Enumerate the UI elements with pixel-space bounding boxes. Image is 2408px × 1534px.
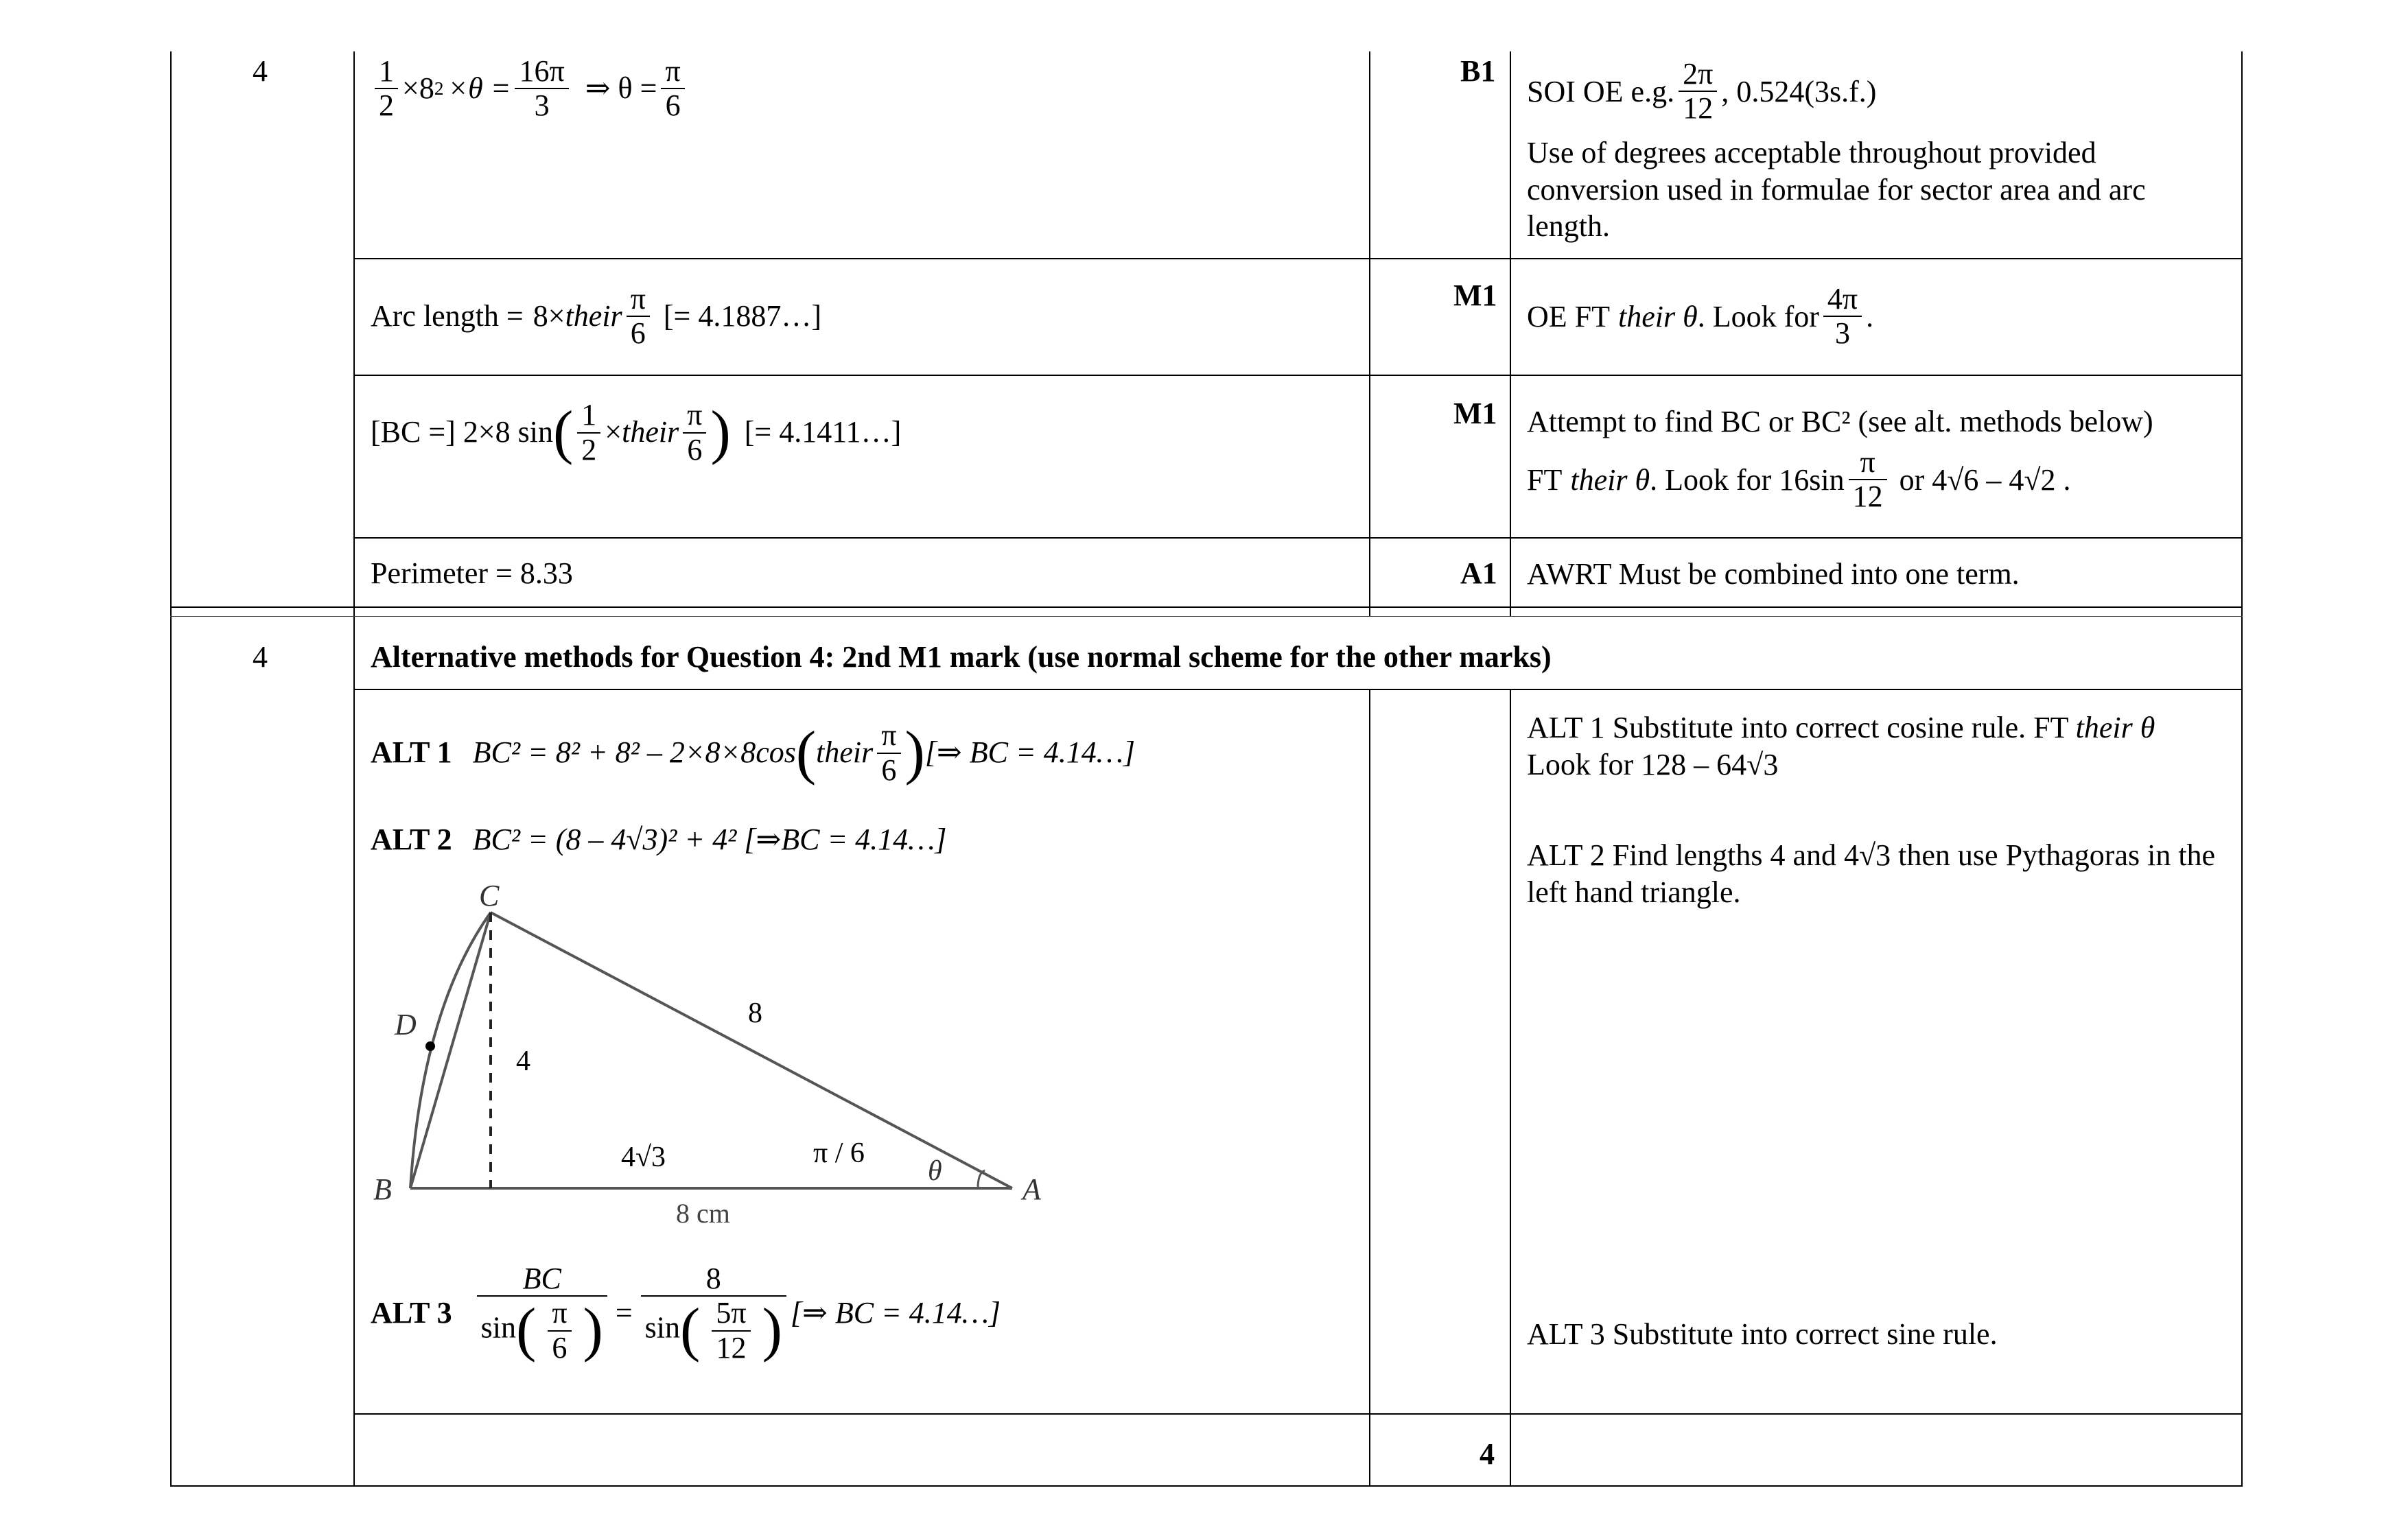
row3-note-line2: FT their θ . Look for 16sin $\frac{\pi}{12}$ or 4√6 – 4√2 . <box>1527 445 2071 514</box>
alt1-expression: ALT 1 BC² = 8² + 8² – 2×8×8cos ( their $\frac{\pi}{6}$ ) [⇒ BC = 4.14…] <box>371 718 1135 787</box>
row-line-5 <box>353 689 2243 690</box>
mark-b1: B1 <box>1460 54 1496 88</box>
col-line-2 <box>353 51 355 1487</box>
label-c: C <box>479 879 500 912</box>
col-line-4b <box>1510 689 1511 1487</box>
pi-twelve-fraction: $\frac{\pi}{12}$ <box>1849 446 1887 514</box>
label-d: D <box>395 1008 417 1041</box>
alt3-right-fraction: 8 sin( $\frac{5\pi}{12}$ ) <box>641 1262 786 1365</box>
alt2-note: ALT 2 Find lengths 4 and 4√3 then use Pythagoras in the left hand triangle. <box>1527 838 2216 909</box>
point-d <box>425 1041 435 1051</box>
alt-question-number: 4 <box>253 640 268 674</box>
row-line-4b <box>170 616 2243 617</box>
row-line-bottom <box>170 1485 2243 1487</box>
alt3-note: ALT 3 Substitute into correct sine rule. <box>1527 1317 1998 1351</box>
half-fraction: $\frac{1}{2}$ <box>375 55 398 123</box>
mark-m1-arc: M1 <box>1453 279 1497 312</box>
mark-m1-bc: M1 <box>1453 397 1497 430</box>
alt1-note: ALT 1 Substitute into correct cosine rule. FT their θ Look for 128 – 64√3 <box>1527 711 2155 781</box>
col-line-3b <box>1369 689 1370 1487</box>
eq-square: 2 <box>434 78 444 99</box>
label-a: A <box>1022 1172 1041 1206</box>
col-line-4 <box>1510 51 1511 617</box>
four-pi-three-fraction: $\frac{4\pi}{3}$ <box>1823 283 1862 351</box>
row2-arc-length: Arc length = 8× their $\frac{\pi}{6}$ [= 4.1887…] <box>371 282 822 351</box>
triangle-diagram <box>357 871 1098 1242</box>
pi-six-fraction-r3: $\frac{\pi}{6}$ <box>683 399 706 467</box>
alt-header: Alternative methods for Question 4: 2nd M1 mark (use normal scheme for the other marks) <box>371 640 1552 674</box>
edge-ca <box>491 912 1012 1188</box>
alt2-expression: ALT 2 BC² = (8 – 4√3)² + 4² [⇒BC = 4.14…] <box>371 823 947 856</box>
pi-six-fraction: $\frac{\pi}{6}$ <box>661 55 684 123</box>
row1-note-line1: SOI OE e.g. $\frac{2\pi}{12}$ , 0.524(3s.f.) <box>1527 57 1877 126</box>
row-line-2 <box>353 375 2243 376</box>
label-pi-over-6: π / 6 <box>813 1137 865 1169</box>
label-side-8: 8 <box>748 998 762 1029</box>
row3-bc-chord: [BC =] 2×8 sin ( $\frac{1}{2}$ × their $\frac{\pi}{6}$ ) [= 4.1411…] <box>371 398 902 467</box>
label-b: B <box>373 1172 392 1206</box>
edge-bc-chord <box>410 912 491 1188</box>
col-line-right <box>2241 51 2243 1487</box>
pi-six-fraction-r2: $\frac{\pi}{6}$ <box>627 283 650 351</box>
col-line-left <box>170 51 172 1487</box>
alt3-expression: ALT 3 BC sin( $\frac{\pi}{6}$ ) = 8 sin( $\frac{5\pi}{12}$ ) [⇒ BC = 4.14…] <box>371 1262 1001 1365</box>
row-line-6 <box>353 1413 2243 1415</box>
row4-perimeter: Perimeter = 8.33 <box>371 556 573 590</box>
eq-implies: ⇒ θ = <box>585 71 657 105</box>
row1-equation <box>371 55 689 123</box>
label-theta: θ <box>928 1155 942 1187</box>
eq-part1: ×8 <box>402 71 434 105</box>
sixteen-pi-fraction: $\frac{16\pi}{3}$ <box>515 55 568 123</box>
label-4root3: 4√3 <box>621 1142 666 1173</box>
total-marks: 4 <box>1480 1437 1495 1471</box>
label-side-4: 4 <box>516 1046 530 1077</box>
row2-note: OE FT their θ . Look for $\frac{4\pi}{3}$ . <box>1527 282 1874 351</box>
col-line-3 <box>1369 51 1370 617</box>
label-8cm: 8 cm <box>676 1198 730 1229</box>
eq-theta: ×θ = <box>447 71 511 105</box>
half-fraction-r3: $\frac{1}{2}$ <box>577 399 600 467</box>
row-line-1 <box>353 258 2243 259</box>
row4-note: AWRT Must be combined into one term. <box>1527 557 2020 591</box>
row3-note-line1: Attempt to find BC or BC² (see alt. methods below) <box>1527 405 2153 438</box>
question-number: 4 <box>253 54 268 88</box>
row1-note-line2: Use of degrees acceptable throughout provided conversion used in formulae for sector area and arc length. <box>1527 136 2146 244</box>
alt3-left-fraction: BC sin( $\frac{\pi}{6}$ ) <box>477 1262 607 1365</box>
row-line-4 <box>170 606 2243 608</box>
alt1-pi-six-fraction: $\frac{\pi}{6}$ <box>877 719 900 787</box>
mark-a1: A1 <box>1460 556 1497 590</box>
row-line-3 <box>353 537 2243 539</box>
two-pi-twelve-fraction: $\frac{2\pi}{12}$ <box>1679 58 1717 126</box>
